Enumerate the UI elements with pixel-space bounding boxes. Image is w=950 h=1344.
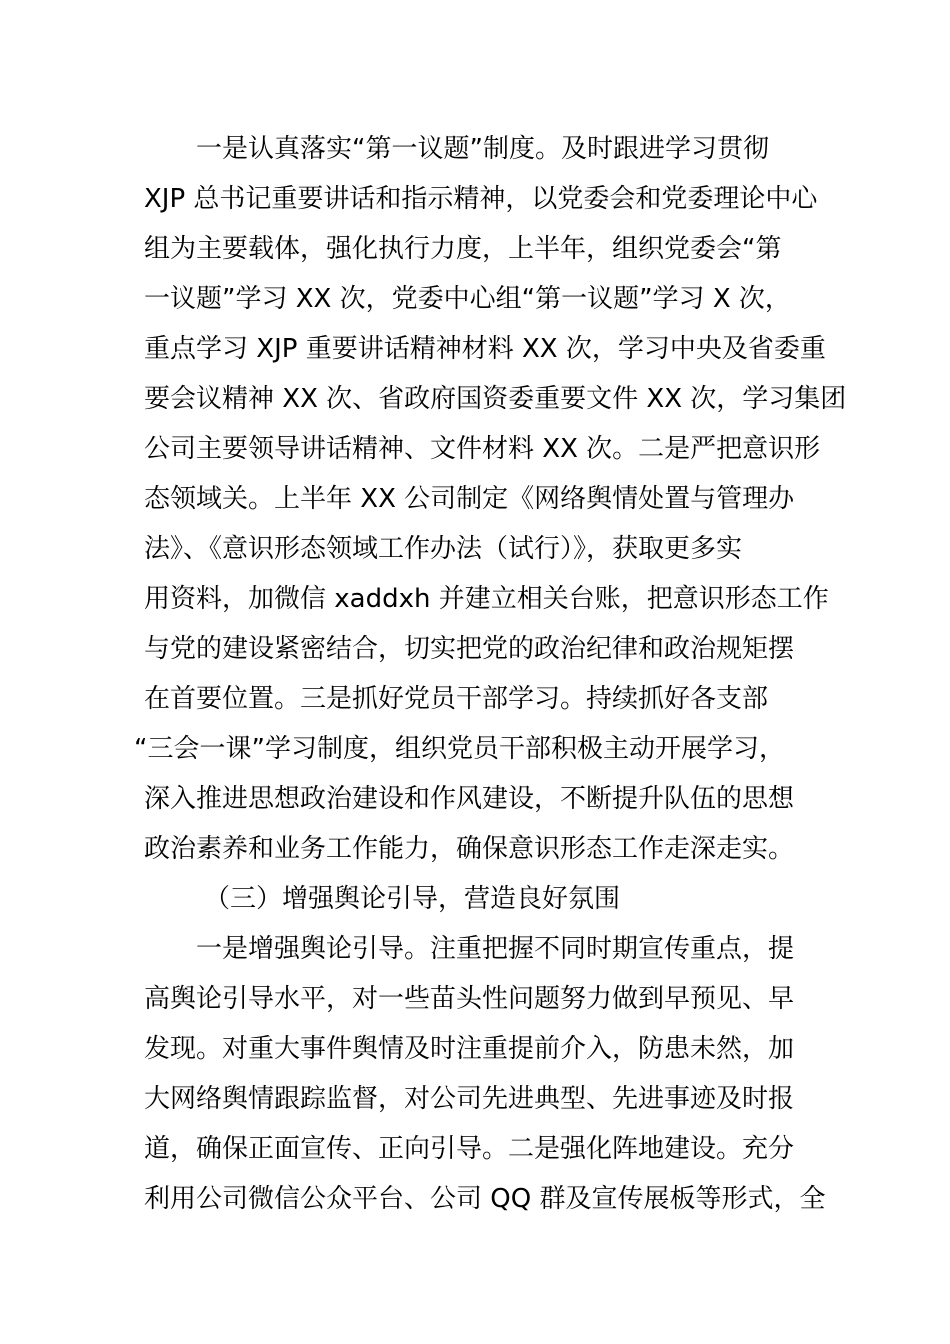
document-body <box>134 124 847 1224</box>
paragraph-line: 组为主要载体，强化执行力度，上半年，组织党委会“第 <box>144 234 782 264</box>
section-heading: （三）增强舆论引导，营造良好氛围 <box>204 884 621 914</box>
paragraph-line: 用资料，加微信 xaddxh 并建立相关台账，把意识形态工作 <box>144 584 829 614</box>
paragraph-line: 政治素养和业务工作能力，确保意识形态工作走深走实。 <box>144 834 795 864</box>
paragraph-line: 重点学习 XJP 重要讲话精神材料 XX 次，学习中央及省委重 <box>144 334 826 364</box>
paragraph-line: 大网络舆情跟踪监督，对公司先进典型、先进事迹及时报 <box>144 1084 795 1114</box>
paragraph-line: 高舆论引导水平，对一些苗头性问题努力做到早预见、早 <box>144 984 795 1014</box>
paragraph-line: 法》、《意识形态领域工作办法（试行）》，获取更多实 <box>144 534 743 564</box>
paragraph-line: 利用公司微信公众平台、公司 QQ 群及宣传展板等形式，全 <box>144 1184 826 1214</box>
paragraph-line: 一是增强舆论引导。注重把握不同时期宣传重点，提 <box>196 934 795 964</box>
paragraph-line: 深入推进思想政治建设和作风建设，不断提升队伍的思想 <box>144 784 795 814</box>
paragraph-line: XJP 总书记重要讲话和指示精神，以党委会和党委理论中心 <box>144 184 818 214</box>
paragraph-line: 公司主要领导讲话精神、文件材料 XX 次。二是严把意识形 <box>144 434 821 464</box>
paragraph-line: 态领域关。上半年 XX 公司制定《网络舆情处置与管理办 <box>144 484 795 514</box>
paragraph-line: 一议题”学习 XX 次，党委中心组“第一议题”学习 X 次， <box>144 284 791 314</box>
paragraph-line: “三会一课”学习制度，组织党员干部积极主动开展学习， <box>134 734 785 764</box>
paragraph-line: 一是认真落实“第一议题”制度。及时跟进学习贯彻 <box>196 134 769 164</box>
paragraph-line: 要会议精神 XX 次、省政府国资委重要文件 XX 次，学习集团 <box>144 384 847 414</box>
paragraph-line: 发现。对重大事件舆情及时注重提前介入，防患未然，加 <box>144 1034 795 1064</box>
paragraph-line: 道，确保正面宣传、正向引导。二是强化阵地建设。充分 <box>144 1134 795 1164</box>
paragraph-line: 在首要位置。三是抓好党员干部学习。持续抓好各支部 <box>144 684 769 714</box>
paragraph-line: 与党的建设紧密结合，切实把党的政治纪律和政治规矩摆 <box>144 634 795 664</box>
